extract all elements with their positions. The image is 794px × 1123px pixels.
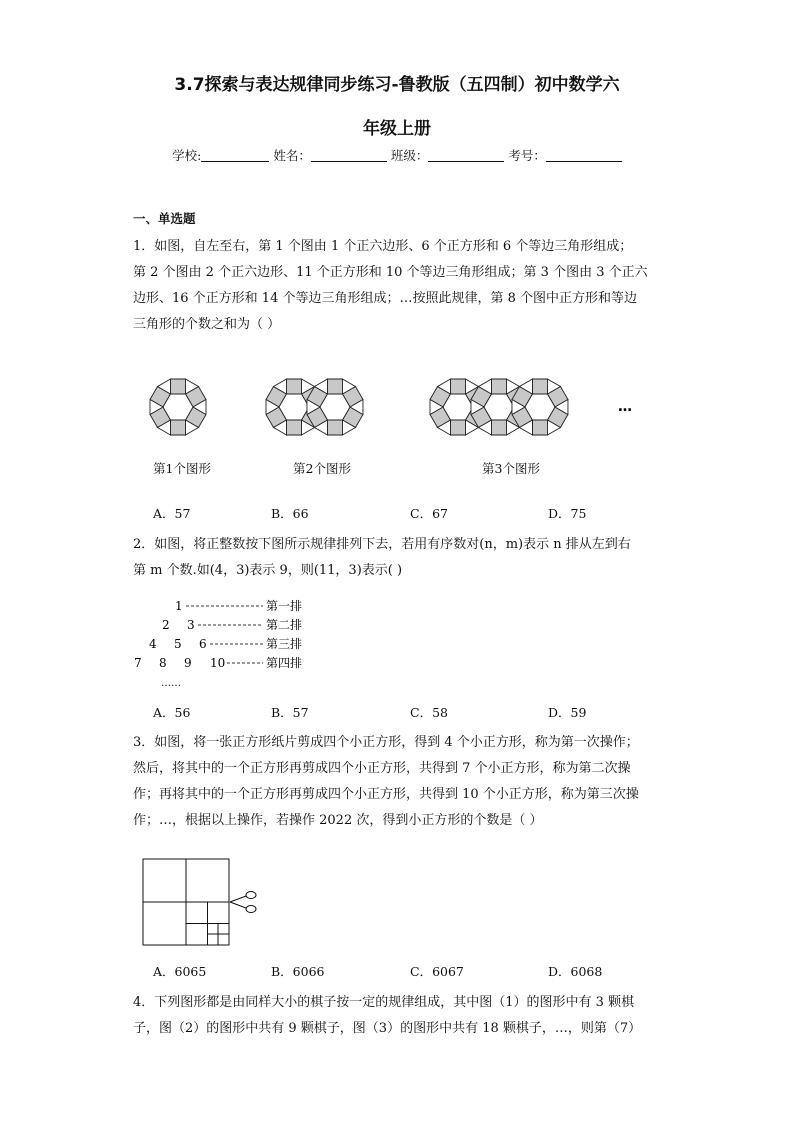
- q3-options: [153, 962, 673, 982]
- q2-num: 10: [210, 656, 226, 670]
- doc-title-line1: 3.7探索与表达规律同步练习-鲁教版（五四制）初中数学六: [174, 75, 620, 95]
- q1-option-d[interactable]: D．75: [548, 506, 587, 521]
- q2-row-label: 第二排: [266, 618, 303, 632]
- figure-square: [287, 379, 302, 394]
- figure-square: [171, 420, 186, 435]
- question-3: [133, 730, 673, 834]
- q1-line: 边形、16 个正方形和 14 个等边三角形组成；…按照此规律，第 8 个图中正方形和等边: [133, 291, 638, 306]
- q2-num: 8: [159, 656, 167, 670]
- question-4: [133, 990, 673, 1042]
- q2-num: 2: [162, 618, 170, 632]
- q3-option-b[interactable]: B．6066: [271, 964, 325, 979]
- number-label: 考号：: [508, 148, 546, 163]
- class-blank[interactable]: [428, 149, 504, 162]
- q2-num: 9: [184, 656, 192, 670]
- q1-caption-3: 第3个图形: [482, 461, 540, 476]
- q2-figure: [128, 596, 318, 692]
- figure-square: [171, 379, 186, 394]
- section-heading: 一、单选题: [133, 211, 196, 226]
- number-blank[interactable]: [546, 149, 622, 162]
- figure-square: [327, 420, 342, 435]
- school-blank[interactable]: [201, 149, 269, 162]
- q3-option-d[interactable]: D．6068: [548, 964, 603, 979]
- question-1: [133, 234, 673, 338]
- figure-square: [451, 379, 466, 394]
- q1-option-c[interactable]: C．67: [410, 506, 448, 521]
- name-label: 姓名：: [273, 148, 311, 163]
- q3-figure: [142, 858, 262, 948]
- q1-option-b[interactable]: B．66: [271, 506, 309, 521]
- scissors-icon: [230, 892, 256, 913]
- question-2: [133, 532, 673, 584]
- q3-line: 作；再将其中的一个正方形再剪成四个小正方形，共得到 10 个小正方形，称为第三次操: [133, 787, 639, 802]
- q1-options: [153, 504, 673, 524]
- q2-line: 第 m 个数.如(4，3)表示 9，则(11，3)表示( ): [133, 563, 403, 578]
- q1-figure: [138, 362, 658, 452]
- q2-option-c[interactable]: C．58: [410, 705, 448, 720]
- figure-square: [491, 379, 506, 394]
- q2-num: 6: [199, 637, 207, 651]
- q2-num: 1: [175, 599, 183, 613]
- figure-square: [532, 379, 547, 394]
- q3-option-c[interactable]: C．6067: [410, 964, 464, 979]
- q1-caption-2: 第2个图形: [293, 461, 351, 476]
- figure-square: [327, 379, 342, 394]
- q3-option-a[interactable]: A．6065: [153, 964, 207, 979]
- q4-line: 4．下列图形都是由同样大小的棋子按一定的规律组成，其中图（1）的图形中有 3 颗棋: [133, 995, 635, 1010]
- q2-num: 5: [174, 637, 182, 651]
- name-blank[interactable]: [311, 149, 387, 162]
- q1-line: 三角形的个数之和为（ ）: [133, 317, 281, 332]
- student-info: [0, 146, 794, 164]
- figure-square: [532, 420, 547, 435]
- q4-line: 子，图（2）的图形中共有 9 颗棋子，图（3）的图形中共有 18 颗棋子，…，则第（7）: [133, 1021, 642, 1036]
- q1-line: 1．如图，自左至右，第 1 个图由 1 个正六边形、6 个正方形和 6 个等边三角形组成；: [133, 239, 633, 254]
- q3-line: 然后，将其中的一个正方形再剪成四个小正方形，共得到 7 个小正方形，称为第二次操: [133, 761, 631, 776]
- q2-option-d[interactable]: D．59: [548, 705, 587, 720]
- q2-options: [153, 703, 673, 723]
- q2-row-label: 第三排: [266, 637, 303, 651]
- q2-line: 2．如图，将正整数按下图所示规律排列下去，若用有序数对(n，m)表示 n 排从左到右: [133, 537, 631, 552]
- figure-square: [491, 420, 506, 435]
- q2-num: 4: [149, 637, 157, 651]
- q2-num: 3: [187, 618, 195, 632]
- q2-row-label: 第四排: [266, 656, 303, 670]
- q2-num: 7: [134, 656, 142, 670]
- doc-title-line2: 年级上册: [363, 119, 431, 139]
- q1-caption-1: 第1个图形: [153, 461, 211, 476]
- q1-line: 第 2 个图由 2 个正六边形、11 个正方形和 10 个等边三角形组成；第 3 个图由 3 个正六: [133, 265, 648, 280]
- q2-option-b[interactable]: B．57: [271, 705, 309, 720]
- school-label: 学校:: [172, 148, 202, 163]
- q2-option-a[interactable]: A．56: [153, 705, 191, 720]
- class-label: 班级：: [390, 148, 429, 163]
- q3-line: 3．如图，将一张正方形纸片剪成四个小正方形，得到 4 个小正方形，称为第一次操作；: [133, 735, 639, 750]
- q1-option-a[interactable]: A．57: [153, 506, 191, 521]
- figure-square: [451, 420, 466, 435]
- figure-ellipsis: …: [618, 399, 632, 415]
- figure-square: [287, 420, 302, 435]
- q2-more: ……: [161, 678, 181, 689]
- q3-line: 作；…，根据以上操作，若操作 2022 次，得到小正方形的个数是（ ）: [133, 813, 543, 828]
- q2-row-label: 第一排: [266, 599, 303, 613]
